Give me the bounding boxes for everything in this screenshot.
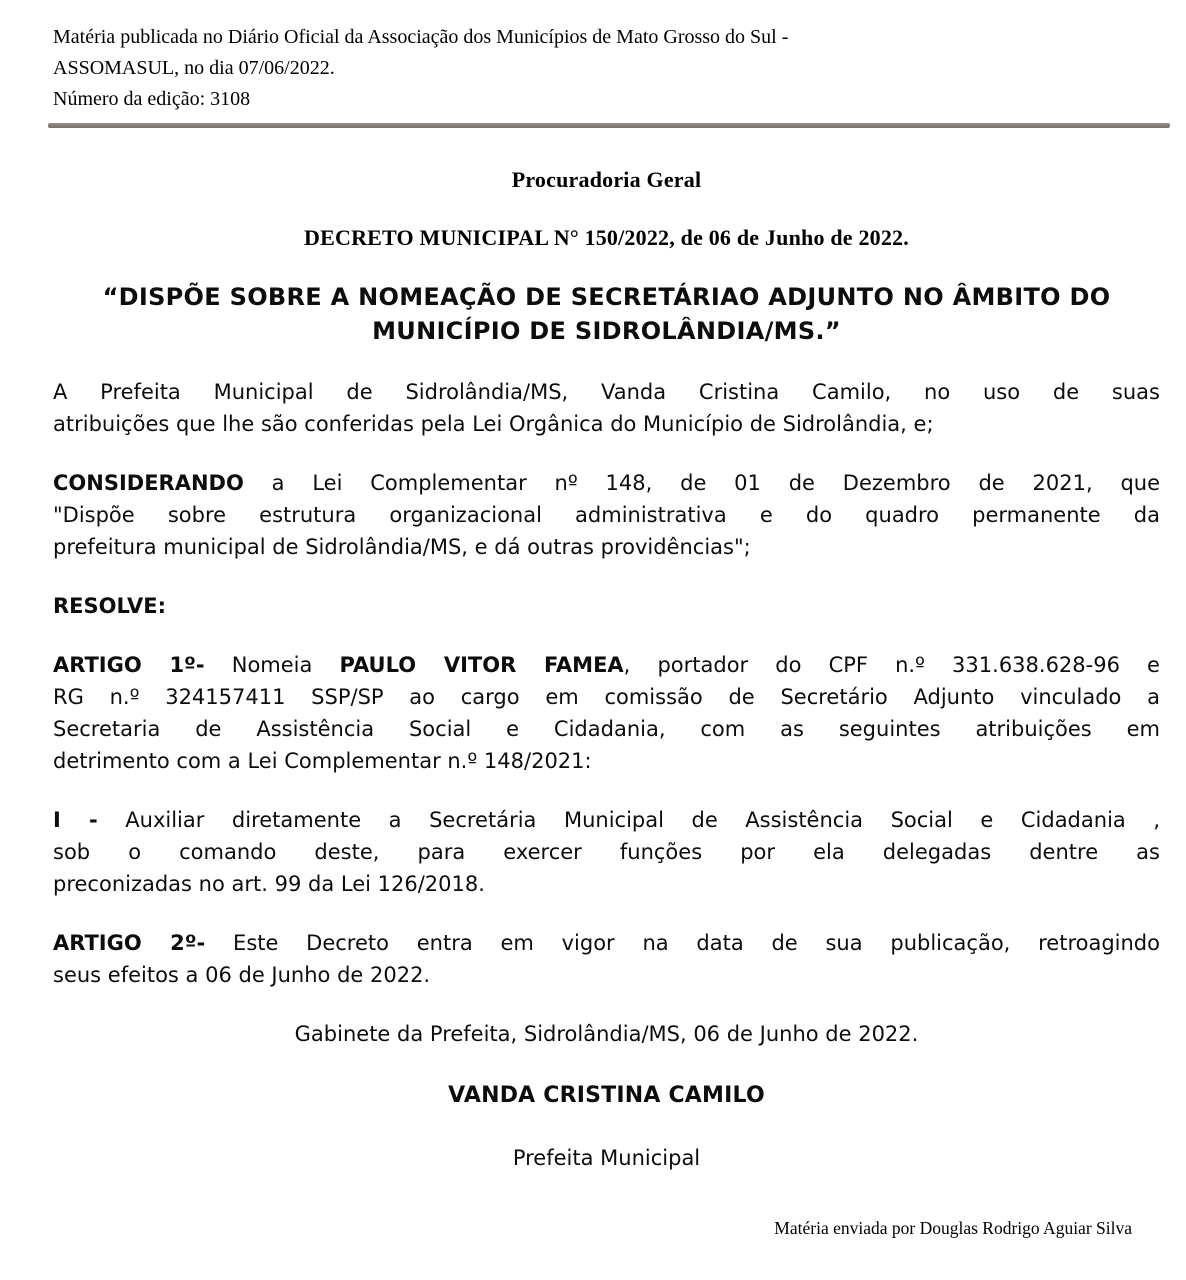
text-line	[53, 467, 1160, 499]
masthead-line-2: ASSOMASUL, no dia 07/06/2022.	[53, 57, 335, 79]
subject-line-1: “DISPÕE SOBRE A NOMEAÇÃO DE SECRETÁRIAO ADJUNTO NO ÂMBITO DO	[102, 283, 1111, 311]
masthead-line-1: Matéria publicada no Diário Oficial da Associação dos Municípios de Mato Grosso do Sul -	[53, 26, 789, 48]
footer-sent-by: Matéria enviada por Douglas Rodrigo Aguiar Silva	[774, 1218, 1132, 1238]
text: RG n.º 324157411 SSP/SP ao cargo em comissão de Secretário Adjunto vinculado a	[53, 685, 1160, 709]
bold-text: CONSIDERANDO	[53, 471, 244, 495]
paragraph-artigo-2	[53, 927, 1160, 991]
text-line	[53, 531, 1160, 563]
signer-name: VANDA CRISTINA CAMILO	[448, 1083, 765, 1108]
paragraph-artigo-1	[53, 649, 1160, 777]
text: , portador do CPF n.º 331.638.628-96 e	[623, 653, 1160, 677]
text-line	[53, 868, 1160, 900]
closing-block	[53, 1018, 1160, 1174]
text: A Prefeita Municipal de Sidrolândia/MS, Vanda Cristina Camilo, no uso de suas	[53, 380, 1160, 404]
text-line	[53, 649, 1160, 681]
paragraph-inciso-1	[53, 804, 1160, 900]
text-line	[53, 499, 1160, 531]
text: seus efeitos a 06 de Junho de 2022.	[53, 963, 431, 987]
decree-title: DECRETO MUNICIPAL N° 150/2022, de 06 de Junho de 2022.	[304, 225, 909, 250]
text-line	[53, 681, 1160, 713]
text: Auxiliar diretamente a Secretária Municipal de Assistência Social e Cidadania ,	[97, 808, 1160, 832]
department-heading: Procuradoria Geral	[511, 167, 702, 192]
masthead-line-3: Número da edição: 3108	[53, 88, 251, 110]
text: Nomeia	[204, 653, 340, 677]
bold-text: I -	[53, 808, 98, 832]
text: atribuições que lhe são conferidas pela Lei Orgânica do Município de Sidrolândia, e;	[53, 412, 934, 436]
subject-heading	[53, 280, 1160, 348]
bold-text: ARTIGO 2º-	[53, 931, 206, 955]
masthead	[53, 22, 1160, 115]
text: "Dispõe sobre estrutura organizacional administrativa e do quadro permanente da	[53, 503, 1160, 527]
closing-place-date: Gabinete da Prefeita, Sidrolândia/MS, 06 de Junho de 2022.	[294, 1022, 919, 1046]
text-line	[53, 376, 1160, 408]
text-line	[53, 804, 1160, 836]
text: a Lei Complementar nº 148, de 01 de Dezembro de 2021, que	[243, 471, 1160, 495]
paragraph-resolve	[53, 590, 1160, 622]
text-line	[53, 590, 1160, 622]
text-line	[53, 959, 1160, 991]
divider-rule	[48, 123, 1170, 128]
bold-text: PAULO VITOR FAMEA	[339, 653, 624, 677]
text-line	[53, 713, 1160, 745]
signer-role: Prefeita Municipal	[512, 1146, 701, 1170]
text: Secretaria de Assistência Social e Cidadania, com as seguintes atribuições em	[53, 717, 1160, 741]
text-line	[53, 927, 1160, 959]
bold-text: ARTIGO 1º-	[53, 653, 205, 677]
text-line	[53, 408, 1160, 440]
paragraph-considerando	[53, 467, 1160, 563]
text: Este Decreto entra em vigor na data de sua publicação, retroagindo	[205, 931, 1160, 955]
text: sob o comando deste, para exercer funções por ela delegadas dentre as	[53, 840, 1160, 864]
text: detrimento com a Lei Complementar n.º 148/2021:	[53, 749, 592, 773]
text: prefeitura municipal de Sidrolândia/MS, e dá outras providências";	[53, 535, 751, 559]
bold-text: RESOLVE:	[53, 594, 166, 618]
text-line	[53, 836, 1160, 868]
decree-body	[53, 376, 1160, 991]
paragraph-preamble	[53, 376, 1160, 440]
subject-line-2: MUNICÍPIO DE SIDROLÂNDIA/MS.”	[372, 317, 841, 345]
text-line	[53, 745, 1160, 777]
text: preconizadas no art. 99 da Lei 126/2018.	[53, 872, 485, 896]
